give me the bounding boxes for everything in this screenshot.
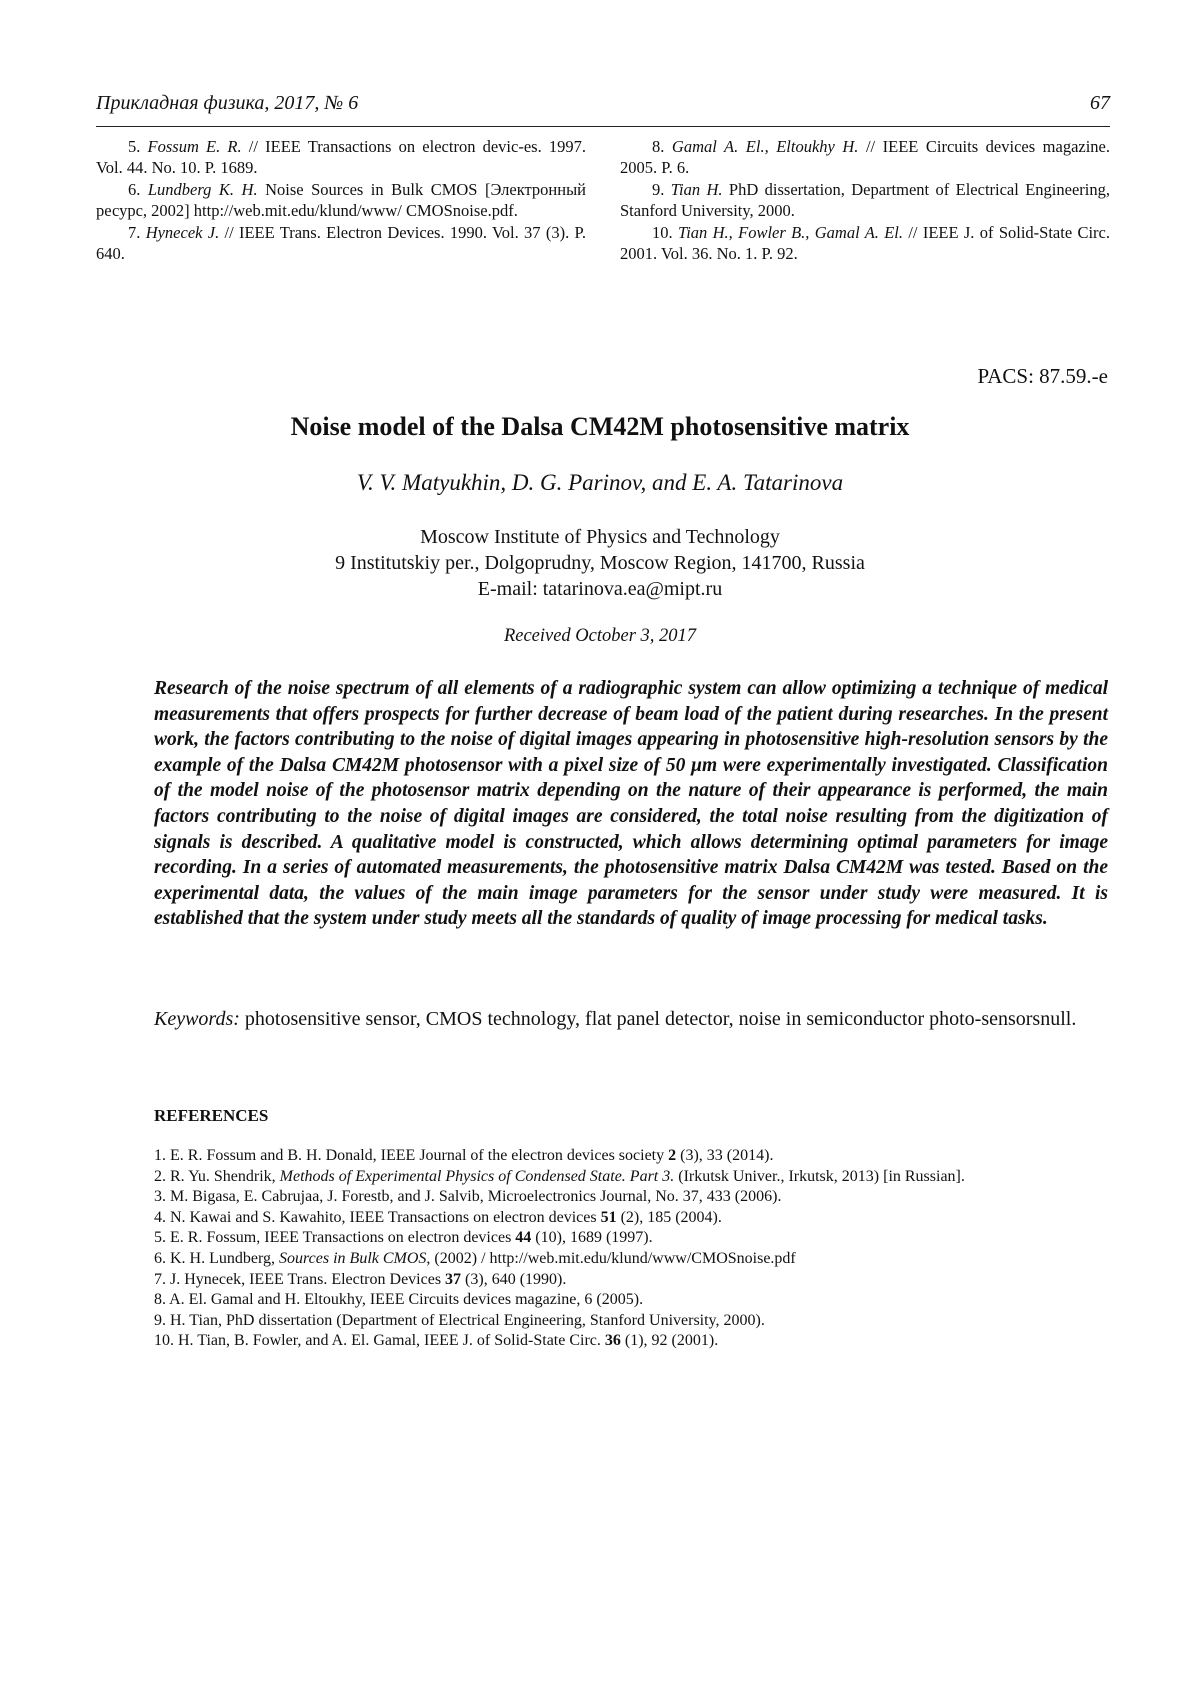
references-heading: REFERENCES [154,1106,269,1125]
abstract: Research of the noise spectrum of all elements of a radiographic system can allow optimizing a technique of medical measurements that offers prospects for further decrease of beam load of the patient during researches. In the present work, the factors contributing to the noise of digital images appearing in photosensitive high-resolution sensors by the example of the Dalsa CM42M photosensor with a pixel size of 50 μm were experimentally investigated. Classification of the model noise of the photosensor matrix depending on the nature of their appearance is performed, the main factors contributing to the noise of digital images are considered, the total noise resulting from the digitization of signals is described. A qualitative model is constructed, which allows determining optimal parameters for image recording. In a series of automated measurements, the photosensitive matrix Dalsa CM42M was tested. Based on the experimental data, the values of the main image parameters for the sensor under study were measured. It is established that the system under study meets all the standards of quality of image processing for medical tasks. [154,678,1108,930]
reference-item: 2. R. Yu. Shendrik, Methods of Experimental Physics of Condensed State. Part 3. (Irkutsk Univer., Irkutsk, 2013) [in Russian]. [154,1167,965,1185]
pacs-code: PACS: 87.59.-e [977,364,1108,388]
reference-item: 5. E. R. Fossum, IEEE Transactions on electron devices 44 (10), 1689 (1997). [154,1229,653,1247]
references-list [154,1146,1114,1352]
reference-item: 6. K. H. Lundberg, Sources in Bulk CMOS, (2002) / http://web.mit.edu/klund/www/CMOSnoise.pdf [154,1249,796,1267]
previous-article-references-right [620,136,1110,264]
prev-ref-9: 9. Tian H. PhD dissertation, Department of Electrical Engineering, Stanford University, 2000. [620,179,1110,221]
journal-name: Прикладная физика, 2017, № 6 [96,92,359,114]
prev-ref-6: 6. Lundberg K. H. Noise Sources in Bulk CMOS [Электронный ресурс, 2002] http://web.mit.edu/klund/www/ CMOSnoise.pdf. [96,179,586,221]
affiliation [0,524,1200,602]
prev-ref-7: 7. Hynecek J. // IEEE Trans. Electron Devices. 1990. Vol. 37 (3). P. 640. [96,222,586,264]
prev-ref-10: 10. Tian H., Fowler B., Gamal A. El. // IEEE J. of Solid-State Circ. 2001. Vol. 36. No. 1. P. 92. [620,222,1111,264]
reference-item: 10. H. Tian, B. Fowler, and A. El. Gamal, IEEE J. of Solid-State Circ. 36 (1), 92 (2001). [154,1332,719,1350]
reference-item: 9. H. Tian, PhD dissertation (Department of Electrical Engineering, Stanford University, 2000). [154,1311,765,1329]
reference-item: 7. J. Hynecek, IEEE Trans. Electron Devices 37 (3), 640 (1990). [154,1270,567,1288]
header-rule [96,126,1110,127]
affiliation-institution: Moscow Institute of Physics and Technology [420,526,780,548]
article-authors: V. V. Matyukhin, D. G. Parinov, and E. A. Tatarinova [356,470,844,495]
keywords [154,1006,1108,1032]
prev-ref-8: 8. Gamal A. El., Eltoukhy H. // IEEE Circuits devices magazine. 2005. P. 6. [620,137,1110,178]
prev-ref-5: 5. Fossum E. R. // IEEE Transactions on electron devic-es. 1997. Vol. 44. No. 10. P. 1689. [96,137,587,178]
affiliation-address: 9 Institutskiy per., Dolgoprudny, Moscow Region, 141700, Russia [335,552,865,574]
affiliation-email: E-mail: tatarinova.ea@mipt.ru [477,578,723,600]
running-head [96,92,1110,122]
reference-item: 1. E. R. Fossum and B. H. Donald, IEEE Journal of the electron devices society 2 (3), 33 (2014). [154,1147,774,1164]
keywords-label: Keywords: [154,1008,240,1030]
reference-item: 3. M. Bigasa, E. Cabrujaa, J. Forestb, and J. Salvib, Microelectronics Journal, No. 37, 433 (2006). [154,1188,782,1206]
keywords-text: photosensitive sensor, CMOS technology, flat panel detector, noise in semiconductor photo-sensorsnull. [239,1008,1077,1030]
page-number: 67 [1090,92,1110,114]
received-date: Received October 3, 2017 [503,626,697,646]
previous-article-references-left [96,136,586,264]
reference-item: 4. N. Kawai and S. Kawahito, IEEE Transactions on electron devices 51 (2), 185 (2004). [154,1208,722,1226]
article-title: Noise model of the Dalsa CM42M photosensitive matrix [290,412,910,441]
reference-item: 8. A. El. Gamal and H. Eltoukhy, IEEE Circuits devices magazine, 6 (2005). [154,1291,644,1309]
